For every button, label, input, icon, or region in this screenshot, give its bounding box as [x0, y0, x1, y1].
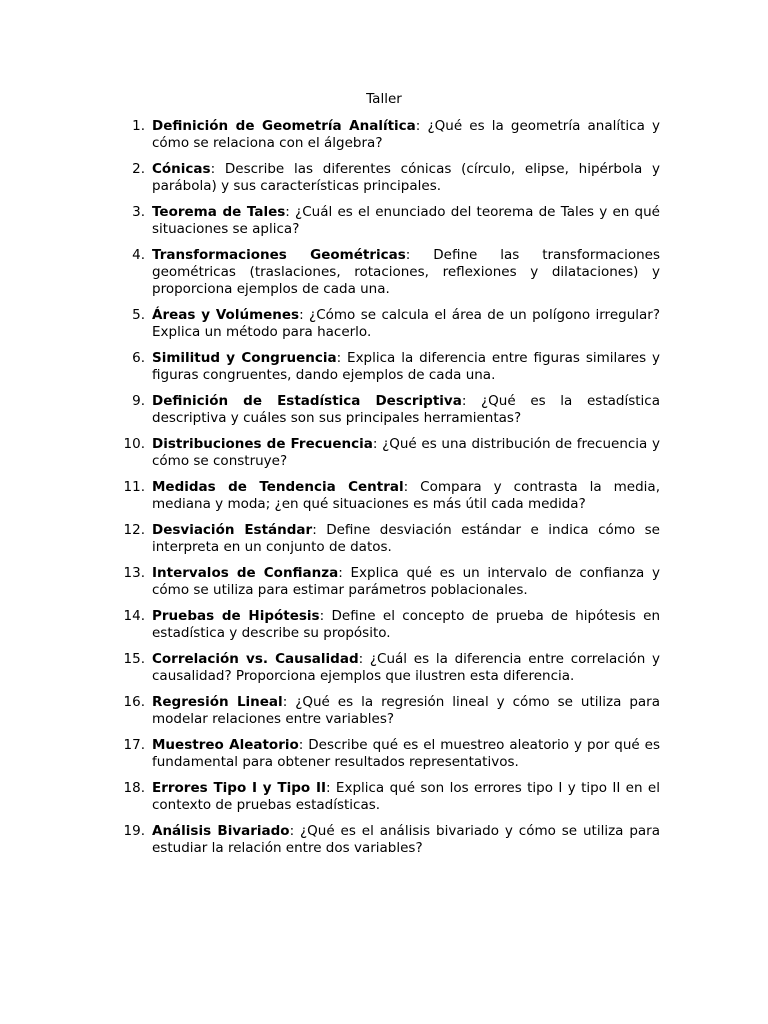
list-item	[108, 436, 660, 470]
item-description: : Describe las diferentes cónicas (círculo, elipse, hipérbola y parábola) y sus características principales.	[152, 161, 660, 194]
item-body	[152, 161, 660, 195]
item-description: : ¿Qué es el análisis bivariado y cómo se utiliza para estudiar la relación entre dos variables?	[152, 823, 660, 856]
item-body	[152, 737, 660, 771]
item-description: : Describe qué es el muestreo aleatorio y por qué es fundamental para obtener resultados representativos.	[152, 737, 661, 770]
item-term: Pruebas de Hipótesis	[152, 608, 320, 624]
list-item	[108, 393, 660, 427]
item-term: Definición de Geometría Analítica	[152, 118, 416, 134]
list-item	[108, 651, 660, 685]
list-item	[108, 780, 660, 814]
item-body	[152, 565, 660, 599]
item-description: : Define desviación estándar e indica cómo se interpreta en un conjunto de datos.	[152, 522, 660, 555]
item-term: Correlación vs. Causalidad	[152, 651, 359, 667]
item-body	[152, 823, 660, 857]
item-number: 16.	[123, 694, 145, 710]
item-number: 15.	[123, 651, 145, 667]
item-term: Regresión Lineal	[152, 694, 283, 710]
list-item	[108, 608, 660, 642]
item-number: 14.	[123, 608, 145, 624]
item-body	[152, 780, 660, 814]
item-body	[152, 247, 660, 298]
item-number: 2.	[132, 161, 145, 177]
item-term: Desviación Estándar	[152, 522, 313, 538]
item-body	[152, 522, 660, 556]
item-term: Áreas y Volúmenes	[152, 307, 300, 323]
list-item	[108, 823, 660, 857]
question-list	[108, 118, 660, 866]
item-description: : Compara y contrasta la media, mediana y moda; ¿en qué situaciones es más útil cada medida?	[152, 479, 660, 512]
item-body	[152, 694, 660, 728]
item-number: 3.	[132, 204, 145, 220]
item-body	[152, 479, 660, 513]
item-body	[152, 436, 660, 470]
item-number: 1.	[132, 118, 145, 134]
item-description: : Define el concepto de prueba de hipótesis en estadística y describe su propósito.	[152, 608, 660, 641]
list-item	[108, 118, 660, 152]
item-description: : ¿Cómo se calcula el área de un polígono irregular? Explica un método para hacerlo.	[152, 307, 660, 340]
item-body	[152, 608, 660, 642]
item-number: 9.	[132, 393, 145, 409]
item-number: 18.	[123, 780, 145, 796]
list-item	[108, 350, 660, 384]
item-term: Similitud y Congruencia	[152, 350, 337, 366]
list-item	[108, 161, 660, 195]
document-title: Taller	[366, 91, 402, 107]
item-description: : Explica qué es un intervalo de confianza y cómo se utiliza para estimar parámetros poblacionales.	[152, 565, 660, 598]
item-number: 13.	[123, 565, 145, 581]
item-description: : ¿Qué es la estadística descriptiva y cuáles son sus principales herramientas?	[152, 393, 660, 426]
list-item	[108, 694, 660, 728]
item-description: : Define las transformaciones geométricas (traslaciones, rotaciones, reflexiones y dilataciones) y proporciona ejemplos de cada una.	[152, 247, 660, 297]
list-item	[108, 522, 660, 556]
item-description: : ¿Qué es una distribución de frecuencia y cómo se construye?	[152, 436, 660, 469]
item-body	[152, 307, 660, 341]
item-term: Definición de Estadística Descriptiva	[152, 393, 462, 409]
item-number: 6.	[132, 350, 145, 366]
item-term: Muestreo Aleatorio	[152, 737, 299, 753]
item-term: Intervalos de Confianza	[152, 565, 339, 581]
item-term: Medidas de Tendencia Central	[152, 479, 404, 495]
item-description: : ¿Qué es la regresión lineal y cómo se utiliza para modelar relaciones entre variables?	[152, 694, 661, 727]
list-item	[108, 204, 660, 238]
item-body	[152, 350, 660, 384]
item-number: 5.	[132, 307, 145, 323]
list-item	[108, 479, 660, 513]
item-term: Cónicas	[152, 161, 211, 177]
item-description: : ¿Cuál es la diferencia entre correlación y causalidad? Proporciona ejemplos que ilustren esta diferencia.	[152, 651, 660, 684]
item-body	[152, 393, 660, 427]
item-body	[152, 651, 660, 685]
item-number: 10.	[123, 436, 145, 452]
item-description: : ¿Qué es la geometría analítica y cómo se relaciona con el álgebra?	[152, 118, 660, 151]
item-body	[152, 204, 660, 238]
item-term: Distribuciones de Frecuencia	[152, 436, 373, 452]
item-number: 19.	[123, 823, 145, 839]
item-number: 11.	[123, 479, 145, 495]
item-term: Análisis Bivariado	[152, 823, 290, 839]
item-number: 12.	[123, 522, 145, 538]
item-description: : ¿Cuál es el enunciado del teorema de Tales y en qué situaciones se aplica?	[152, 204, 660, 237]
list-item	[108, 737, 660, 771]
item-term: Errores Tipo I y Tipo II	[152, 780, 326, 796]
item-body	[152, 118, 660, 152]
item-term: Teorema de Tales	[152, 204, 286, 220]
list-item	[108, 307, 660, 341]
list-item	[108, 565, 660, 599]
item-number: 4.	[132, 247, 145, 263]
item-description: : Explica la diferencia entre figuras similares y figuras congruentes, dando ejemplos de cada una.	[152, 350, 660, 383]
item-number: 17.	[123, 737, 145, 753]
item-description: : Explica qué son los errores tipo I y tipo II en el contexto de pruebas estadísticas.	[152, 780, 660, 813]
item-term: Transformaciones Geométricas	[152, 247, 406, 263]
list-item	[108, 247, 660, 298]
